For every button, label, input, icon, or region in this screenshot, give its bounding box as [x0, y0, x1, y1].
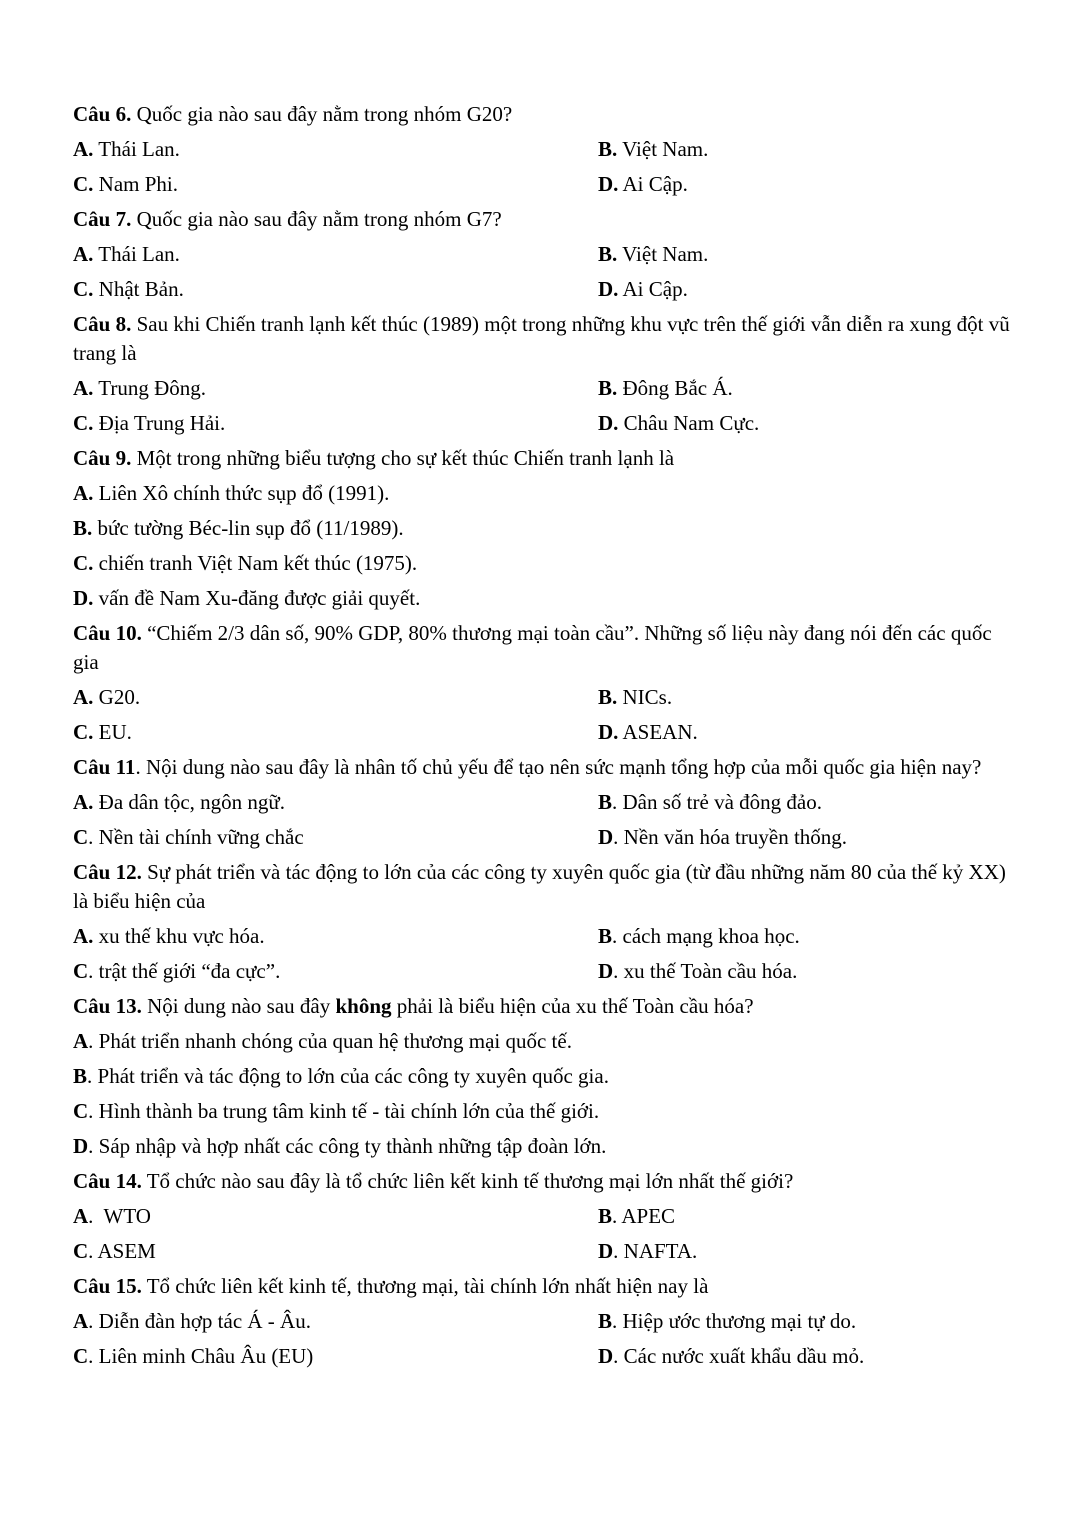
option-text: vấn đề Nam Xu-đăng được giải quyết.: [93, 586, 421, 610]
question-text: [73, 1272, 1013, 1307]
option-text: NICs.: [617, 685, 673, 709]
question-body: Tổ chức liên kết kinh tế, thương mại, tài chính lớn nhất hiện nay là: [141, 1274, 709, 1298]
option-d: [598, 823, 847, 852]
option-row: [73, 1342, 1013, 1377]
option-letter: C: [73, 1239, 89, 1263]
question-emphasis: không: [335, 994, 392, 1018]
option-c: [73, 823, 598, 852]
option-text: . xu thế Toàn cầu hóa.: [613, 959, 798, 983]
option-d: [73, 584, 1013, 619]
question-body: Một trong những biểu tượng cho sự kết thúc Chiến tranh lạnh là: [131, 446, 675, 470]
option-letter: B.: [598, 137, 618, 161]
option-row: [73, 957, 1013, 992]
question-label: Câu 10.: [73, 621, 142, 645]
option-text: Địa Trung Hải.: [93, 411, 226, 435]
option-letter: B.: [598, 376, 618, 400]
question-body-end: phải là biểu hiện của xu thế Toàn cầu hóa?: [391, 994, 754, 1018]
question-9: [73, 444, 1013, 619]
option-text: xu thế khu vực hóa.: [93, 924, 265, 948]
option-c: [73, 1237, 598, 1266]
option-text: Ai Cập.: [618, 277, 688, 301]
question-label: Câu 12.: [73, 860, 142, 884]
option-letter: A.: [73, 481, 94, 505]
option-a: [73, 1307, 598, 1336]
option-a: [73, 135, 598, 164]
question-body: Tổ chức nào sau đây là tổ chức liên kết kinh tế thương mại lớn nhất thế giới?: [141, 1169, 794, 1193]
option-row: [73, 683, 1013, 718]
option-letter: A.: [73, 242, 94, 266]
option-a: [73, 788, 598, 817]
question-13: [73, 992, 1013, 1167]
question-label: Câu 6.: [73, 102, 132, 126]
question-label: Câu 8.: [73, 312, 132, 336]
option-c: [73, 1097, 1013, 1132]
option-c: [73, 409, 598, 438]
question-12: [73, 858, 1013, 992]
option-letter: D: [598, 1344, 614, 1368]
option-text: . APEC: [612, 1204, 676, 1228]
question-text: [73, 1167, 1013, 1202]
option-b: [598, 374, 733, 403]
option-text: Việt Nam.: [617, 137, 709, 161]
option-text: Việt Nam.: [617, 242, 709, 266]
option-text: . Diễn đàn hợp tác Á - Âu.: [88, 1309, 311, 1333]
option-letter: A.: [73, 685, 94, 709]
option-letter: B.: [73, 516, 93, 540]
option-text: . trật thế giới “đa cực”.: [88, 959, 281, 983]
option-text: Đa dân tộc, ngôn ngữ.: [93, 790, 286, 814]
option-text: . Liên minh Châu Âu (EU): [88, 1344, 314, 1368]
option-letter: D: [598, 959, 614, 983]
option-b: [598, 240, 708, 269]
option-text: Nhật Bản.: [93, 277, 184, 301]
option-row: [73, 1307, 1013, 1342]
option-letter: C.: [73, 551, 94, 575]
option-text: ASEAN.: [618, 720, 698, 744]
option-d: [598, 275, 688, 304]
option-b: [73, 1062, 1013, 1097]
option-letter: B.: [598, 242, 618, 266]
question-label: Câu 14.: [73, 1169, 142, 1193]
option-row: [73, 275, 1013, 310]
question-10: [73, 619, 1013, 753]
option-text: Ai Cập.: [618, 172, 688, 196]
option-d: [73, 1132, 1013, 1167]
question-11: [73, 753, 1013, 858]
option-text: . cách mạng khoa học.: [612, 924, 800, 948]
question-body: “Chiếm 2/3 dân số, 90% GDP, 80% thương mại toàn cầu”. Những số liệu này đang nói đến các quốc gia: [73, 621, 992, 674]
question-text: [73, 858, 1013, 922]
option-letter: C: [73, 959, 89, 983]
option-letter: C.: [73, 277, 94, 301]
question-label: Câu 9.: [73, 446, 132, 470]
question-label: Câu 15.: [73, 1274, 142, 1298]
option-b: [598, 788, 822, 817]
option-a: [73, 1027, 1013, 1062]
option-letter: C.: [73, 172, 94, 196]
option-text: . Nền văn hóa truyền thống.: [613, 825, 848, 849]
option-letter: D.: [598, 720, 619, 744]
option-letter: C: [73, 1099, 89, 1123]
option-letter: C.: [73, 411, 94, 435]
question-body: Sự phát triển và tác động to lớn của các công ty xuyên quốc gia (từ đầu những năm 80 của thế kỷ XX) là biểu hiện của: [73, 860, 1006, 913]
option-d: [598, 170, 688, 199]
option-c: [73, 718, 598, 747]
option-letter: B: [598, 924, 613, 948]
option-letter: D: [598, 1239, 614, 1263]
option-text: Đông Bắc Á.: [617, 376, 733, 400]
option-row: [73, 170, 1013, 205]
question-label: Câu 13.: [73, 994, 142, 1018]
option-text: . Phát triển nhanh chóng của quan hệ thương mại quốc tế.: [88, 1029, 572, 1053]
option-text: . ASEM: [88, 1239, 156, 1263]
question-text: [73, 444, 1013, 479]
option-b: [598, 1307, 856, 1336]
option-text: Thái Lan.: [93, 137, 180, 161]
option-a: [73, 683, 598, 712]
exam-document: [73, 100, 1013, 1377]
option-c: [73, 549, 1013, 584]
option-d: [598, 1342, 864, 1371]
option-text: . Phát triển và tác động to lớn của các công ty xuyên quốc gia.: [87, 1064, 609, 1088]
option-a: [73, 1202, 598, 1231]
question-15: [73, 1272, 1013, 1377]
option-letter: B: [598, 1309, 613, 1333]
option-letter: A: [73, 1309, 89, 1333]
question-label: Câu 7.: [73, 207, 132, 231]
option-text: Nam Phi.: [93, 172, 179, 196]
option-b: [598, 1202, 675, 1231]
option-text: . Nền tài chính vững chắc: [88, 825, 304, 849]
question-body: Nội dung nào sau đây: [141, 994, 336, 1018]
option-text: Trung Đông.: [93, 376, 207, 400]
option-letter: D.: [73, 586, 94, 610]
option-letter: D: [73, 1134, 89, 1158]
option-a: [73, 240, 598, 269]
option-b: [598, 135, 708, 164]
question-text: [73, 619, 1013, 683]
option-letter: A.: [73, 790, 94, 814]
option-text: bức tường Béc-lin sụp đổ (11/1989).: [92, 516, 404, 540]
question-text: [73, 100, 1013, 135]
option-b: [73, 514, 1013, 549]
option-c: [73, 275, 598, 304]
option-d: [598, 718, 698, 747]
option-text: chiến tranh Việt Nam kết thúc (1975).: [93, 551, 418, 575]
option-row: [73, 374, 1013, 409]
option-text: . Dân số trẻ và đông đảo.: [612, 790, 822, 814]
option-text: . Sáp nhập và hợp nhất các công ty thành những tập đoàn lớn.: [88, 1134, 607, 1158]
option-letter: B: [73, 1064, 88, 1088]
option-letter: A.: [73, 924, 94, 948]
option-letter: B: [598, 1204, 613, 1228]
question-body: Sau khi Chiến tranh lạnh kết thúc (1989) một trong những khu vực trên thế giới vẫn diễn ra xung đột vũ trang là: [73, 312, 1010, 365]
option-row: [73, 922, 1013, 957]
question-body: Quốc gia nào sau đây nằm trong nhóm G20?: [131, 102, 513, 126]
option-row: [73, 718, 1013, 753]
option-a: [73, 479, 1013, 514]
option-text: . Các nước xuất khẩu dầu mỏ.: [613, 1344, 865, 1368]
option-text: G20.: [93, 685, 141, 709]
option-letter: A: [73, 1029, 89, 1053]
option-text: . Hình thành ba trung tâm kinh tế - tài chính lớn của thế giới.: [88, 1099, 600, 1123]
option-text: Châu Nam Cực.: [618, 411, 760, 435]
option-row: [73, 1202, 1013, 1237]
option-a: [73, 374, 598, 403]
option-row: [73, 1237, 1013, 1272]
option-row: [73, 135, 1013, 170]
option-row: [73, 788, 1013, 823]
option-text: EU.: [93, 720, 132, 744]
question-text: [73, 753, 1013, 788]
question-text: [73, 205, 1013, 240]
option-c: [73, 170, 598, 199]
option-d: [598, 957, 797, 986]
option-c: [73, 957, 598, 986]
option-letter: A: [73, 1204, 89, 1228]
question-7: [73, 205, 1013, 310]
option-row: [73, 823, 1013, 858]
option-letter: A.: [73, 376, 94, 400]
question-body: Quốc gia nào sau đây nằm trong nhóm G7?: [131, 207, 502, 231]
option-text: . NAFTA.: [613, 1239, 698, 1263]
option-letter: D: [598, 825, 614, 849]
question-text: [73, 310, 1013, 374]
question-14: [73, 1167, 1013, 1272]
option-text: Liên Xô chính thức sụp đổ (1991).: [93, 481, 390, 505]
question-6: [73, 100, 1013, 205]
option-d: [598, 409, 759, 438]
option-letter: C.: [73, 720, 94, 744]
option-letter: A.: [73, 137, 94, 161]
option-c: [73, 1342, 598, 1371]
option-b: [598, 683, 672, 712]
option-letter: C: [73, 1344, 89, 1368]
option-row: [73, 409, 1013, 444]
option-d: [598, 1237, 697, 1266]
option-letter: D.: [598, 277, 619, 301]
question-8: [73, 310, 1013, 444]
option-letter: D.: [598, 172, 619, 196]
question-label: Câu 11: [73, 755, 136, 779]
question-body: . Nội dung nào sau đây là nhân tố chủ yếu để tạo nên sức mạnh tổng hợp của mỗi quốc gia hiện nay?: [135, 755, 982, 779]
option-text: . WTO: [88, 1204, 151, 1228]
option-b: [598, 922, 800, 951]
option-letter: C: [73, 825, 89, 849]
option-row: [73, 240, 1013, 275]
option-text: Thái Lan.: [93, 242, 180, 266]
question-text: [73, 992, 1013, 1027]
option-letter: D.: [598, 411, 619, 435]
option-letter: B.: [598, 685, 618, 709]
option-letter: B: [598, 790, 613, 814]
option-text: . Hiệp ước thương mại tự do.: [612, 1309, 857, 1333]
option-a: [73, 922, 598, 951]
